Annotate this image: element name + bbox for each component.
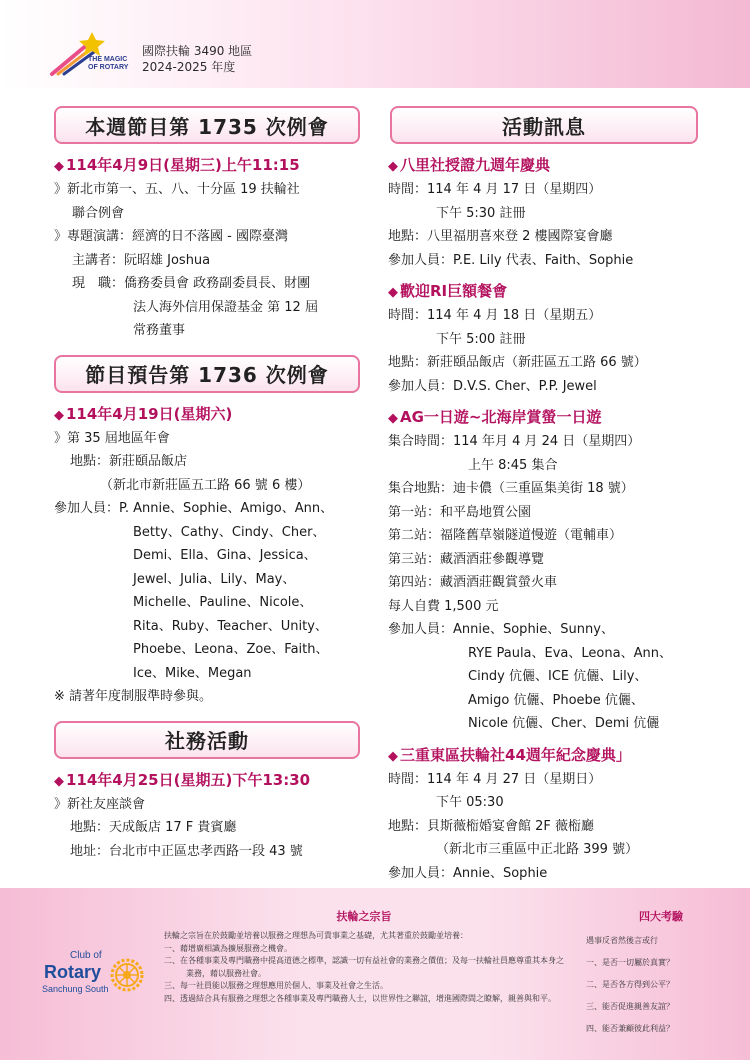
event-line: Nicole 伉儷、Cher、Demi 伉儷 [468,716,660,731]
club-name: Sanchung South [42,984,109,994]
event-line: Cindy 伉儷、ICE 伉儷、Lily、 [468,669,648,684]
purpose-item: 四、透過結合具有服務之理想之各種事業及專門職務人士，以世界性之聯誼，增進國際間之瞭解，親善與和平。 [164,993,556,1003]
rotary-year: 2024-2025 年度 [142,60,236,74]
tests-item: 遇事反省然後言或行 [586,936,658,945]
rotary-club-label: Club of [70,950,102,961]
diamond-icon: ◆ [54,407,64,423]
event-line: 集合時間：114 年月 4 月 24 日（星期四） [388,434,641,449]
rotary-club-logo [42,948,162,1008]
this-week-line: 常務董事 [133,323,186,338]
event-line: 時間：114 年 4 月 17 日（星期四） [388,182,602,197]
preview-line: Jewel、Julia、Lily、May、 [133,571,296,587]
event-line: 參加人員：D.V.S. Cher、P.P. Jewel [388,378,597,394]
preview-line: Michelle、Pauline、Nicole、 [133,595,313,610]
club-affairs-title: 社務活動 [54,721,360,759]
tests-item: 二、是否各方得到公平？ [586,980,674,989]
page-footer [0,888,750,1060]
preview-date [54,403,374,427]
event-line: 地點：八里福朋喜來登 2 樓國際宴會廳 [388,229,613,244]
event-heading [388,154,718,178]
preview-line: 》第 35 屆地區年會 [54,430,170,446]
preview-line: Ice、Mike、Megan [133,665,252,681]
diamond-icon: ◆ [388,748,398,764]
right-column [388,106,718,885]
page-header [0,0,750,88]
this-week-date [54,154,374,178]
preview-title: 節目預告第 1736 次例會 [54,355,360,393]
four-way-test [586,908,736,1040]
preview-line: （新北市新莊區五工路 66 號 6 樓） [100,477,311,493]
event-line: 下午 05:30 [436,795,504,810]
this-week-line: 聯合例會 [72,205,125,221]
this-week-line: 主講者：阮昭雄 Joshua [72,252,211,268]
event-line: 下午 5:00 註冊 [436,331,526,347]
event-line: 地點：新莊頤品飯店（新莊區五工路 66 號） [388,355,647,370]
logo-line-1: THE MAGIC [88,56,128,63]
district-name: 國際扶輪 3490 地區 [142,44,253,58]
event-line: Amigo 伉儷、Phoebe 伉儷、 [468,692,644,708]
club-affairs-date [54,769,374,793]
preview-line: 參加人員：P. Annie、Sophie、Amigo、Ann、 [54,501,334,516]
district-info [142,43,252,75]
purpose-item: 三、每一社員能以服務之理想應用於個人、事業及社會之生活。 [164,981,388,991]
this-week-date-text: 114年4月9日(星期三)上午11:15 [66,156,300,174]
preview-line: Rita、Ruby、Teacher、Unity、 [133,618,328,634]
purpose-item: 二、在各種事業及專門職務中提高道德之標準，認識一切有益社會的業務之價值；及每一扶輪社員應尊重其本身之業務，藉以服務社會。 [164,956,564,978]
event-line: 第二站：福隆舊草嶺隧道慢遊（電輔車） [388,528,623,543]
diamond-icon: ◆ [388,285,398,300]
club-affairs-date-text: 114年4月25日(星期五)下午13:30 [66,770,311,789]
event-heading [388,744,718,768]
rotary-wheel-icon [110,958,144,992]
preview-note: ※ 請著年度制服準時參與。 [54,689,213,704]
rotary-wordmark: Rotary [44,962,102,982]
event-heading [388,406,718,430]
event-line: 下午 5:30 註冊 [436,205,526,221]
event-line: 第三站：藏酒酒莊參觀導覽 [388,551,545,567]
event-heading-text: 歡迎RI巨額餐會 [400,282,508,300]
event-line: 地點：貝斯薇椼婚宴會館 2F 薇椼廳 [388,818,595,834]
diamond-icon: ◆ [388,159,398,174]
rotary-purpose [164,908,564,1006]
club-affairs-line: 》新社友座談會 [54,796,146,812]
tests-item: 一、是否一切屬於真實？ [586,958,674,967]
event-line: 集合地點：迪卡儂（三重區集美街 18 號） [388,481,634,496]
event-line: 參加人員：Annie、Sophie、Sunny、 [388,622,614,637]
diamond-icon: ◆ [388,411,398,426]
event-line: 時間：114 年 4 月 18 日（星期五） [388,308,602,323]
event-line: RYE Paula、Eva、Leona、Ann、 [468,645,672,661]
event-line: （新北市三重區中正北路 399 號） [436,842,639,857]
diamond-icon: ◆ [54,773,64,789]
event-heading-text: 三重東區扶輪社44週年紀念慶典」 [400,745,631,764]
club-affairs-line: 地址：台北市中正區忠孝西路一段 43 號 [70,843,303,859]
tests-title: 四大考驗 [639,910,683,923]
event-line: 第四站：藏酒酒莊觀賞螢火車 [388,575,558,590]
club-affairs-line: 地點：天成飯店 17 F 貴賓廳 [70,820,237,835]
left-column [54,106,374,863]
event-line: 第一站：和平島地質公園 [388,504,532,520]
preview-line: Demi、Ella、Gina、Jessica、 [133,548,317,563]
event-heading-text: AG一日遊~北海岸賞螢一日遊 [400,408,602,426]
tests-item: 三、能否促進親善友誼？ [586,1002,674,1011]
activities-title: 活動訊息 [390,106,698,144]
event-line: 參加人員：Annie、Sophie [388,865,548,881]
logo-text [88,56,128,72]
tests-item: 四、能否兼顧彼此利益？ [586,1024,674,1033]
this-week-line: 現 職：僑務委員會 政務副委員長、財團 [72,276,311,291]
event-line: 上午 8:45 集合 [468,457,558,473]
this-week-line: 》專題演講：經濟的日不落國 - 國際臺灣 [54,229,288,244]
preview-date-text: 114年4月19日(星期六) [66,404,233,423]
event-heading [388,280,718,304]
preview-line: 地點：新莊頤品飯店 [70,454,188,469]
event-heading-text: 八里社授證九週年慶典 [400,156,551,174]
this-week-title: 本週節目第 1735 次例會 [54,106,360,144]
this-week-line: 法人海外信用保證基金 第 12 屆 [133,299,318,315]
event-line: 每人自費 1,500 元 [388,598,499,614]
preview-line: Phoebe、Leona、Zoe、Faith、 [133,642,329,657]
event-line: 時間：114 年 4 月 27 日（星期日） [388,771,602,787]
purpose-item: 一、藉增廣相識為擴展服務之機會。 [164,943,292,953]
purpose-title: 扶輪之宗旨 [336,910,392,923]
purpose-intro: 扶輪之宗旨在於鼓勵並培養以服務之理想為可貴事業之基礎，尤其著重於鼓勵並培養： [164,931,468,940]
diamond-icon: ◆ [54,159,64,174]
logo-line-2: OF ROTARY [88,64,129,71]
event-line: 參加人員：P.E. Lily 代表、Faith、Sophie [388,252,634,268]
preview-line: Betty、Cathy、Cindy、Cher、 [133,524,326,540]
this-week-line: 》新北市第一、五、八、十分區 19 扶輪社 [54,182,300,197]
